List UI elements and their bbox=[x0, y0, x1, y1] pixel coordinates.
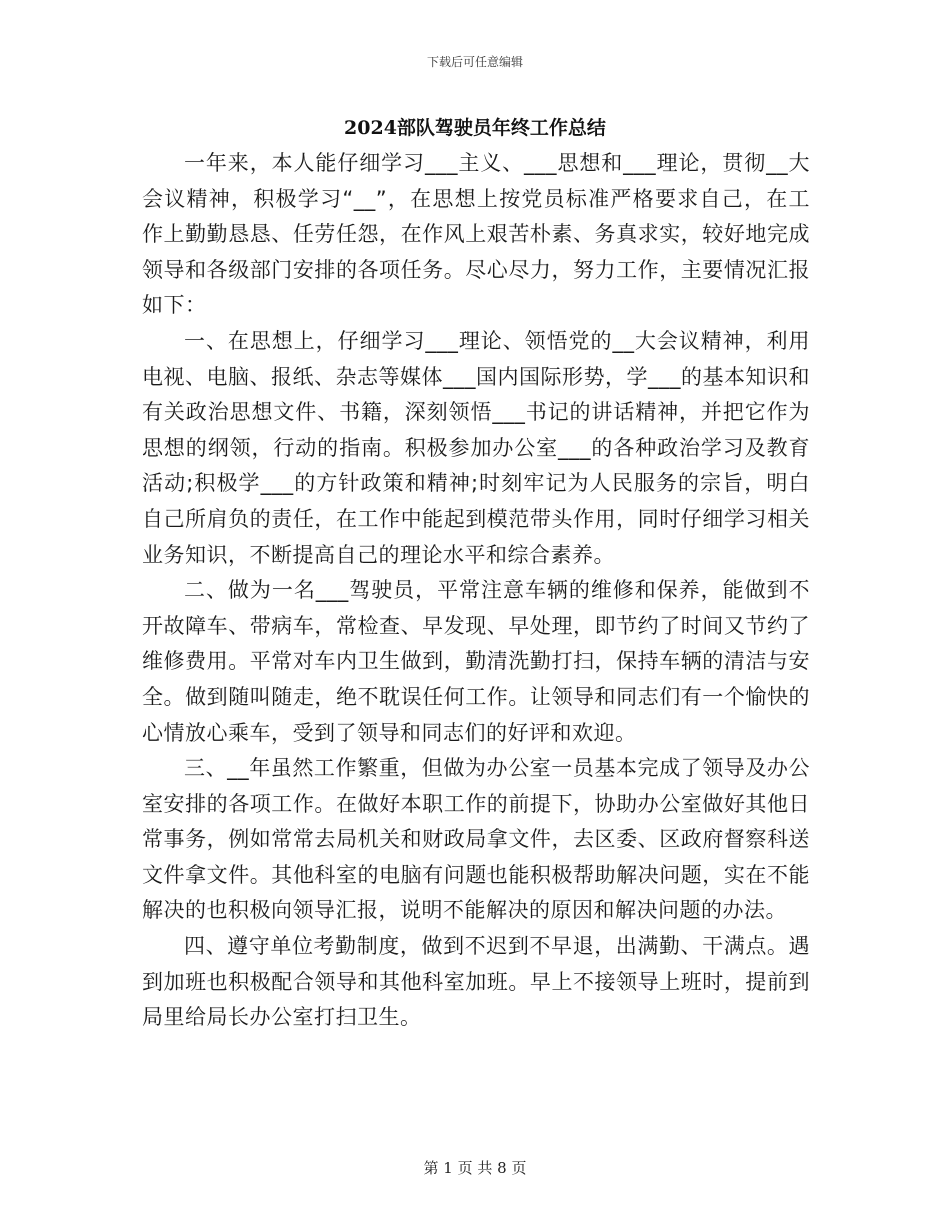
page-indicator: 第 1 页 共 8 页 bbox=[423, 1159, 527, 1177]
document-body bbox=[142, 146, 810, 1036]
paragraph-section-1: 一、在思想上，仔细学习___理论、领悟党的__大会议精神，利用电视、电脑、报纸、杂志等媒体___国内国际形势，学___的基本知识和有关政治思想文件、书籍，深刻领悟___书记的讲话精神，并把它作为思想的纲领，行动的指南。积极参加办公室___的各种政治学习及教育活动;积极学___的方针政策和精神;时刻牢记为人民服务的宗旨，明白自己所肩负的责任，在工作中能起到模范带头作用，同时仔细学习相关业务知识，不断提高自己的理论水平和综合素养。 bbox=[142, 328, 810, 567]
paragraph-intro: 一年来，本人能仔细学习___主义、___思想和___理论，贯彻__大会议精神，积极学习“__”，在思想上按党员标准严格要求自己，在工作上勤勤恳恳、任劳任怨，在作风上艰苦朴素、务真求实，较好地完成领导和各级部门安排的各项任务。尽心尽力，努力工作，主要情况汇报如下： bbox=[142, 151, 810, 318]
header-note: 下载后可任意编辑 bbox=[426, 55, 523, 69]
document-title: 2024部队驾驶员年终工作总结 bbox=[344, 117, 606, 139]
paragraph-section-4: 四、遵守单位考勤制度，做到不迟到不早退，出满勤、干满点。遇到加班也积极配合领导和其他科室加班。早上不接领导上班时，提前到局里给局长办公室打扫卫生。 bbox=[142, 934, 810, 1030]
paragraph-section-3: 三、__年虽然工作繁重，但做为办公室一员基本完成了领导及办公室安排的各项工作。在做好本职工作的前提下，协助办公室做好其他日常事务，例如常常去局机关和财政局拿文件，去区委、区政府督察科送文件拿文件。其他科室的电脑有问题也能积极帮助解决问题，实在不能解决的也积极向领导汇报，说明不能解决的原因和解决问题的办法。 bbox=[142, 756, 810, 923]
paragraph-section-2: 二、做为一名___驾驶员，平常注意车辆的维修和保养，能做到不开故障车、带病车，常检查、早发现、早处理，即节约了时间又节约了维修费用。平常对车内卫生做到，勤清洗勤打扫，保持车辆的清洁与安全。做到随叫随走，绝不耽误任何工作。让领导和同志们有一个愉快的心情放心乘车，受到了领导和同志们的好评和欢迎。 bbox=[142, 578, 810, 745]
